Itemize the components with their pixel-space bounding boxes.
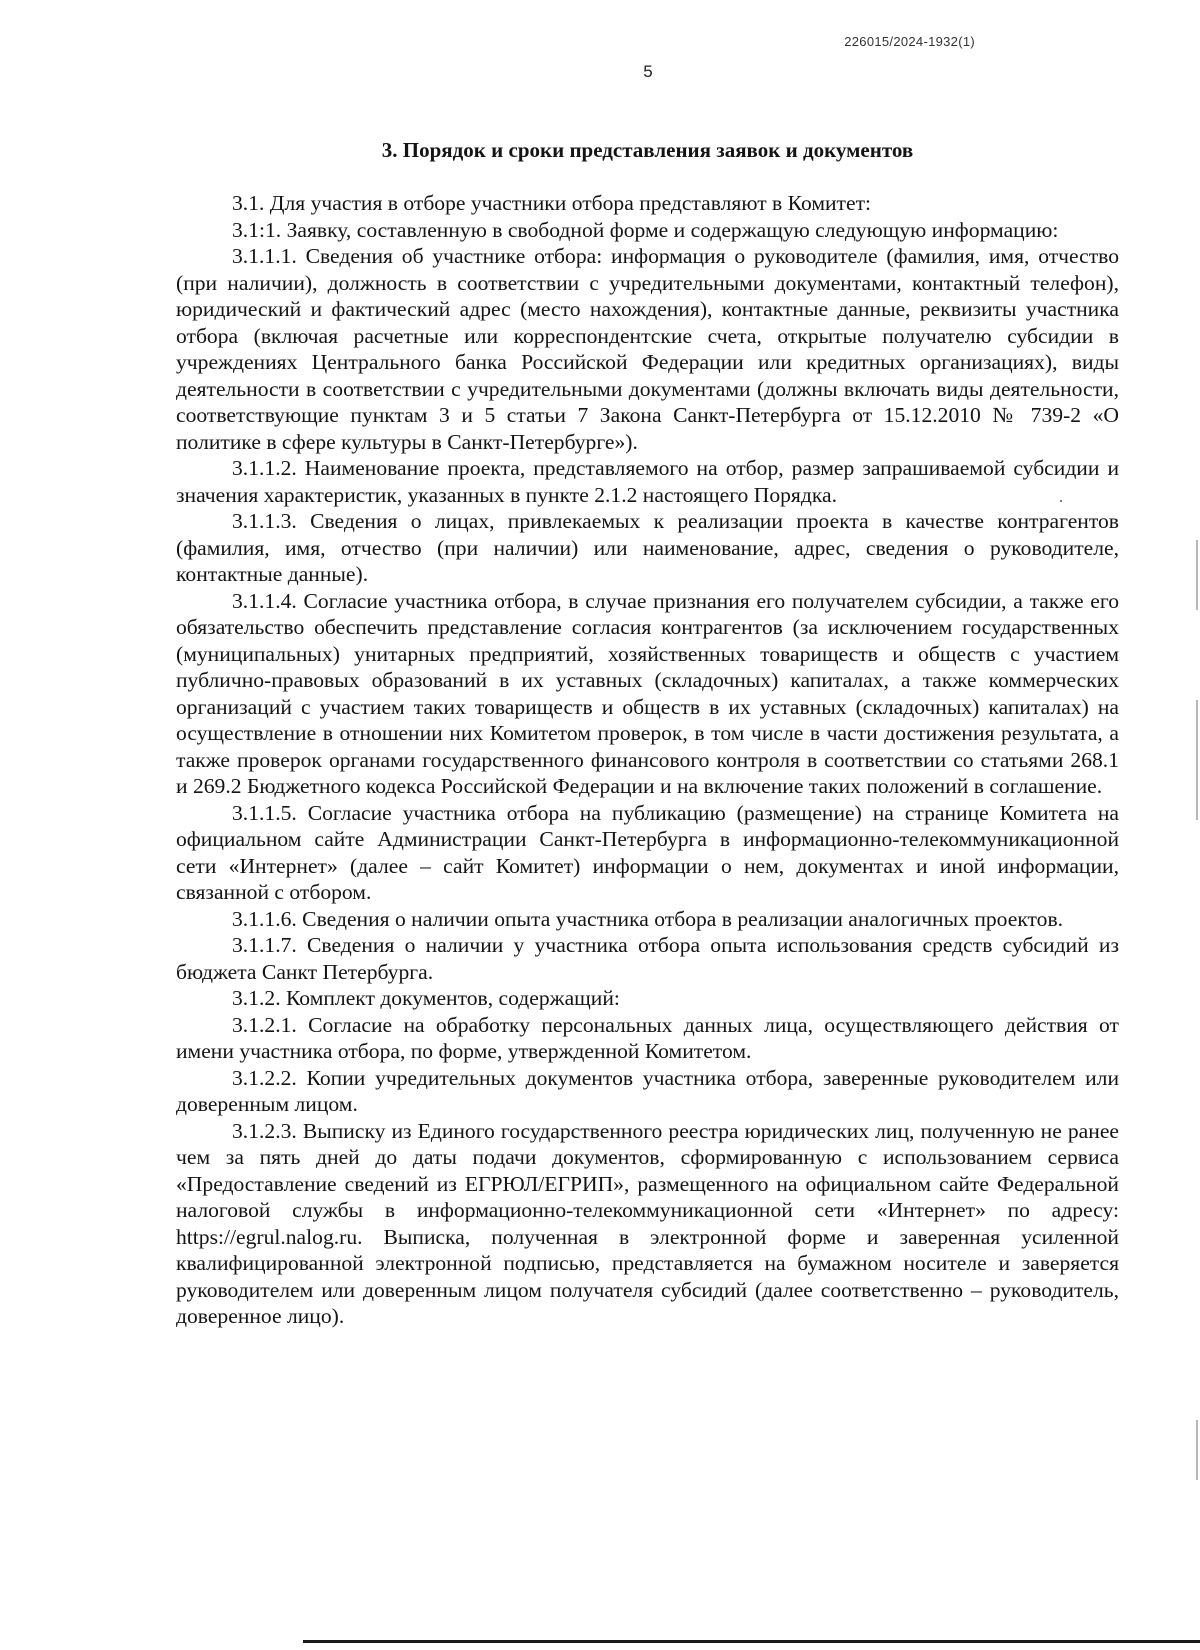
- scan-speck: [1060, 500, 1062, 502]
- paragraph-3-1-2-2: 3.1.2.2. Копии учредительных документов участника отбора, заверенные руководителем или доверенным лицом.: [176, 1065, 1119, 1116]
- scan-edge-mark: [1196, 540, 1198, 610]
- scan-edge-mark: [1196, 1420, 1198, 1480]
- paragraph-3-1-2-3: 3.1.2.3. Выписку из Единого государственного реестра юридических лиц, полученную не ранее чем за пять дней до даты подачи документов, сформированную с использованием сервиса «Предоставление сведений из ЕГРЮЛ/ЕГРИП», размещенного на официальном сайте Федеральной налоговой службы в информационно-телекоммуникационной сети «Интернет» по адресу: https://egrul.nalog.ru. Выписка, полученная в электронной форме и заверенная усиленной квалифицированной электронной подписью, представляется на бумажном носителе и заверяется руководителем или доверенным лицом получателя субсидий (далее соответственно – руководитель, доверенное лицо).: [176, 1118, 1119, 1328]
- page-number: 5: [643, 62, 653, 81]
- document-number: 226015/2024-1932(1): [844, 34, 975, 49]
- paragraph-3-1-1-5: 3.1.1.5. Согласие участника отбора на публикацию (размещение) на странице Комитета на официальном сайте Администрации Санкт-Петербурга в информационно-телекоммуникационной сети «Интернет» (далее – сайт Комитет) информации о нем, документах и иной информации, связанной с отбором.: [176, 800, 1119, 904]
- paragraph-3-1-1-4: 3.1.1.4. Согласие участника отбора, в случае признания его получателем субсидии, а также его обязательство обеспечить представление согласия контрагентов (за исключением государственных (муниципальных) унитарных предприятий, хозяйственных товариществ и обществ с участием публично-правовых образований в их уставных (складочных) капиталах, а также коммерческих организаций с участием таких товариществ и обществ в их уставных (складочных) капиталах) на осуществление в отношении них Комитетом проверок, в том числе в части достижения результата, а также проверок органами государственного финансового контроля в соответствии со статьями 268.1 и 269.2 Бюджетного кодекса Российской Федерации и на включение таких положений в соглашение.: [176, 588, 1119, 798]
- paragraph-3-1-1-2: 3.1.1.2. Наименование проекта, представляемого на отбор, размер запрашиваемой субсидии и значения характеристик, указанных в пункте 2.1.2 настоящего Порядка.: [176, 456, 1119, 507]
- document-body: [176, 190, 1119, 1330]
- paragraph-3-1-2-1: 3.1.2.1. Согласие на обработку персональных данных лица, осуществляющего действия от имени участника отбора, по форме, утвержденной Комитетом.: [176, 1012, 1119, 1063]
- paragraph-3-1-2: 3.1.2. Комплект документов, содержащий:: [232, 986, 620, 1010]
- section-title: 3. Порядок и сроки представления заявок и документов: [381, 138, 914, 162]
- paragraph-3-1-1-6: 3.1.1.6. Сведения о наличии опыта участника отбора в реализации аналогичных проектов.: [232, 906, 1064, 931]
- scan-edge-mark: [1196, 700, 1198, 820]
- scan-bottom-edge: [303, 1640, 1200, 1643]
- paragraph-3-1-1-3: 3.1.1.3. Сведения о лицах, привлекаемых к реализации проекта в качестве контрагентов (фамилия, имя, отчество (при наличии) или наименование, адрес, сведения о руководителе, контактные данные).: [176, 509, 1119, 586]
- paragraph-3-1: 3.1. Для участия в отборе участники отбора представляют в Комитет:: [232, 191, 872, 215]
- paragraph-3-1-1-1: 3.1.1.1. Сведения об участнике отбора: информация о руководителе (фамилия, имя, отчество (при наличии), должность в соответствии с учредительными документами, контактный телефон), юридический и фактический адрес (место нахождения), контактные данные, реквизиты участника отбора (включая расчетные или корреспондентские счета, открытые получателю субсидии в учреждениях Центрального банка Российской Федерации или кредитных организациях), виды деятельности в соответствии с учредительными документами (должны включать виды деятельности, соответствующие пунктам 3 и 5 статьи 7 Закона Санкт-Петербурга от 15.12.2010 № 739-2 «О политике в сфере культуры в Санкт-Петербурге»).: [176, 244, 1119, 454]
- paragraph-3-1-1-7: 3.1.1.7. Сведения о наличии у участника отбора опыта использования средств субсидий из бюджета Санкт Петербурга.: [176, 933, 1119, 984]
- paragraph-3-1-1: 3.1:1. Заявку, составленную в свободной форме и содержащую следующую информацию:: [232, 217, 1059, 242]
